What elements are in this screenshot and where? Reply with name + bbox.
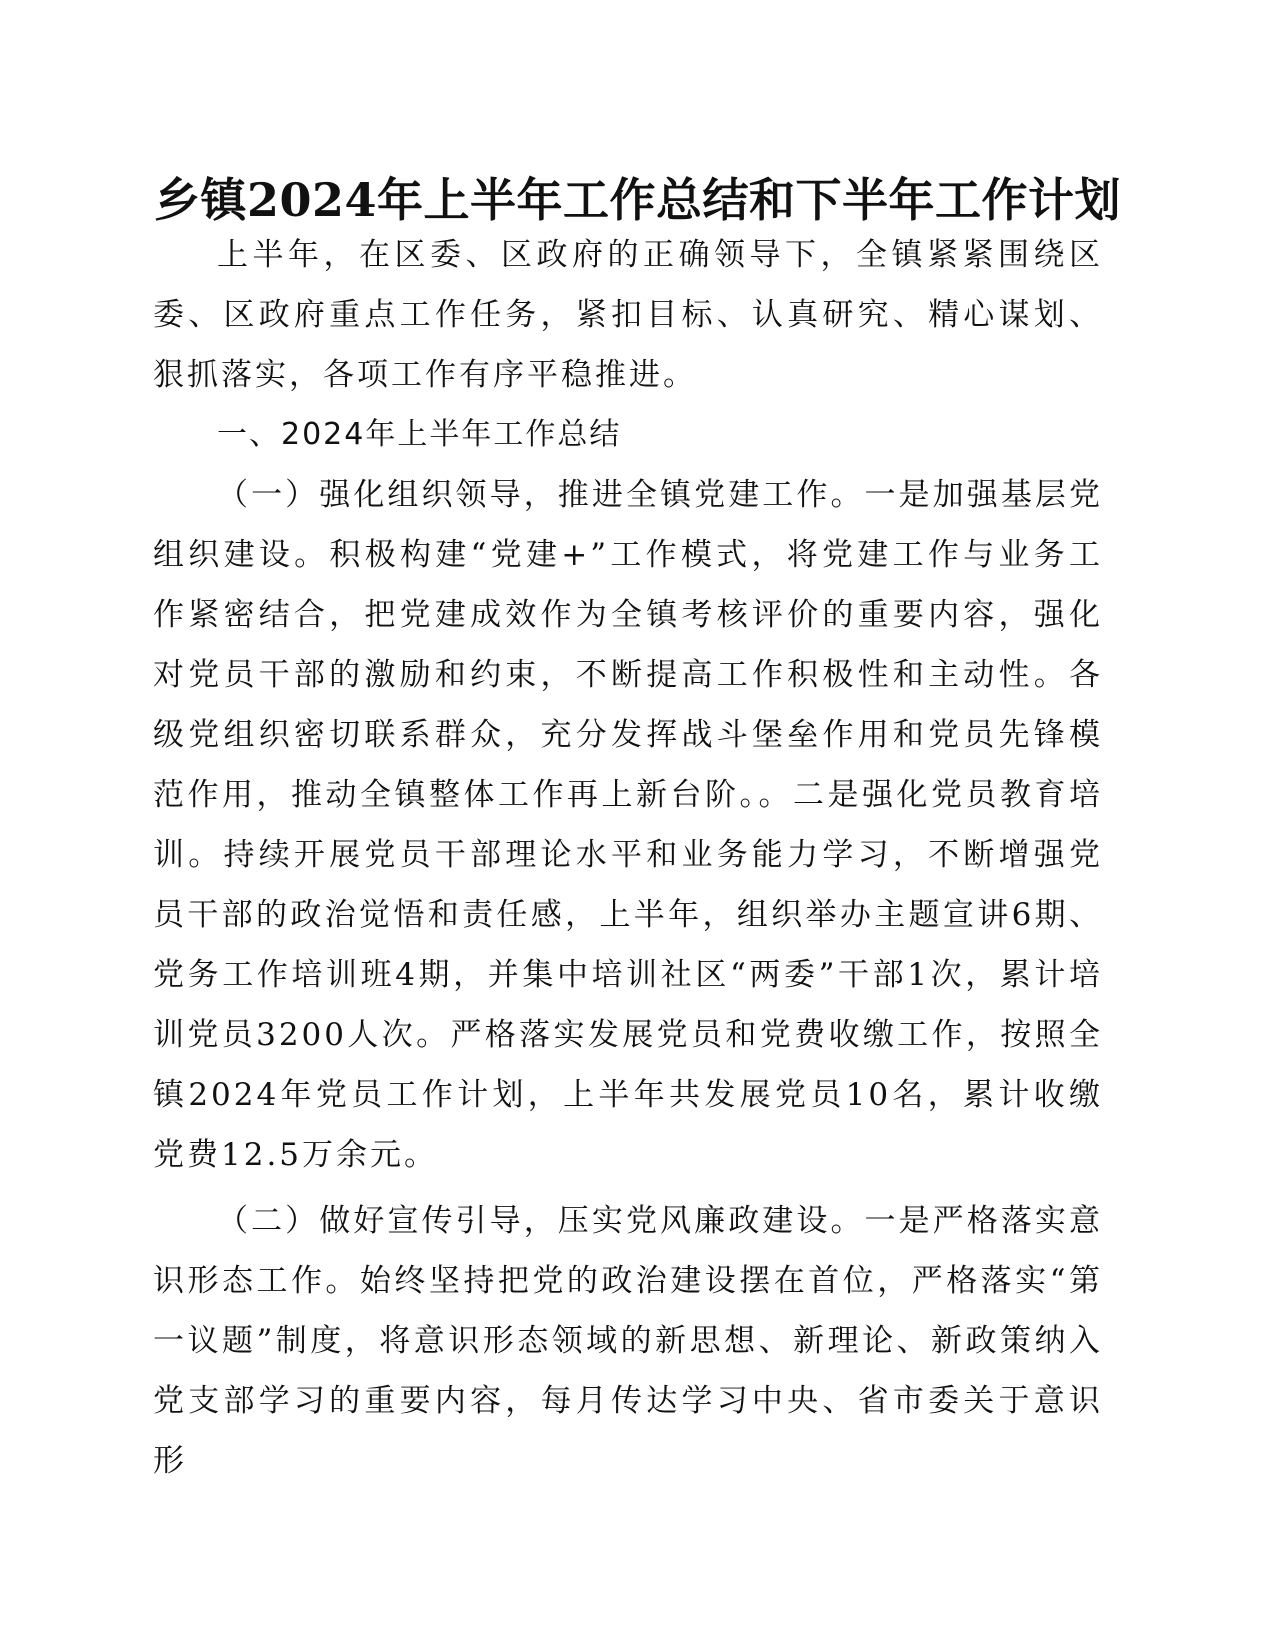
intro-paragraph: 上半年，在区委、区政府的正确领导下，全镇紧紧围绕区委、区政府重点工作任务，紧扣目标、认真研究、精心谋划、狠抓落实，各项工作有序平稳推进。 [153, 237, 1103, 393]
document-body [153, 225, 1103, 1491]
section-heading-summary: 一、2024年上半年工作总结 [217, 417, 622, 452]
document-title: 乡镇2024年上半年工作总结和下半年工作计划 [153, 173, 1122, 227]
paragraph-publicity: （二）做好宣传引导，压实党风廉政建设。一是严格落实意识形态工作。始终坚持把党的政治建设摆在首位，严格落实“第一议题”制度，将意识形态领域的新思想、新理论、新政策纳入党支部学习的重要内容，每月传达学习中央、省市委关于意识形 [153, 1203, 1103, 1479]
paragraph-party-building: （一）强化组织领导，推进全镇党建工作。一是加强基层党组织建设。积极构建“党建+”工作模式，将党建工作与业务工作紧密结合，把党建成效作为全镇考核评价的重要内容，强化对党员干部的激励和约束，不断提高工作积极性和主动性。各级党组织密切联系群众，充分发挥战斗堡垒作用和党员先锋模范作用，推动全镇整体工作再上新台阶。。二是强化党员教育培训。持续开展党员干部理论水平和业务能力学习，不断增强党员干部的政治觉悟和责任感，上半年，组织举办主题宣讲6期、党务工作培训班4期，并集中培训社区“两委”干部1次，累计培训党员3200人次。严格落实发展党员和党费收缴工作，按照全镇2024年党员工作计划，上半年共发展党员10名，累计收缴党费12.5万余元。 [153, 477, 1103, 1173]
